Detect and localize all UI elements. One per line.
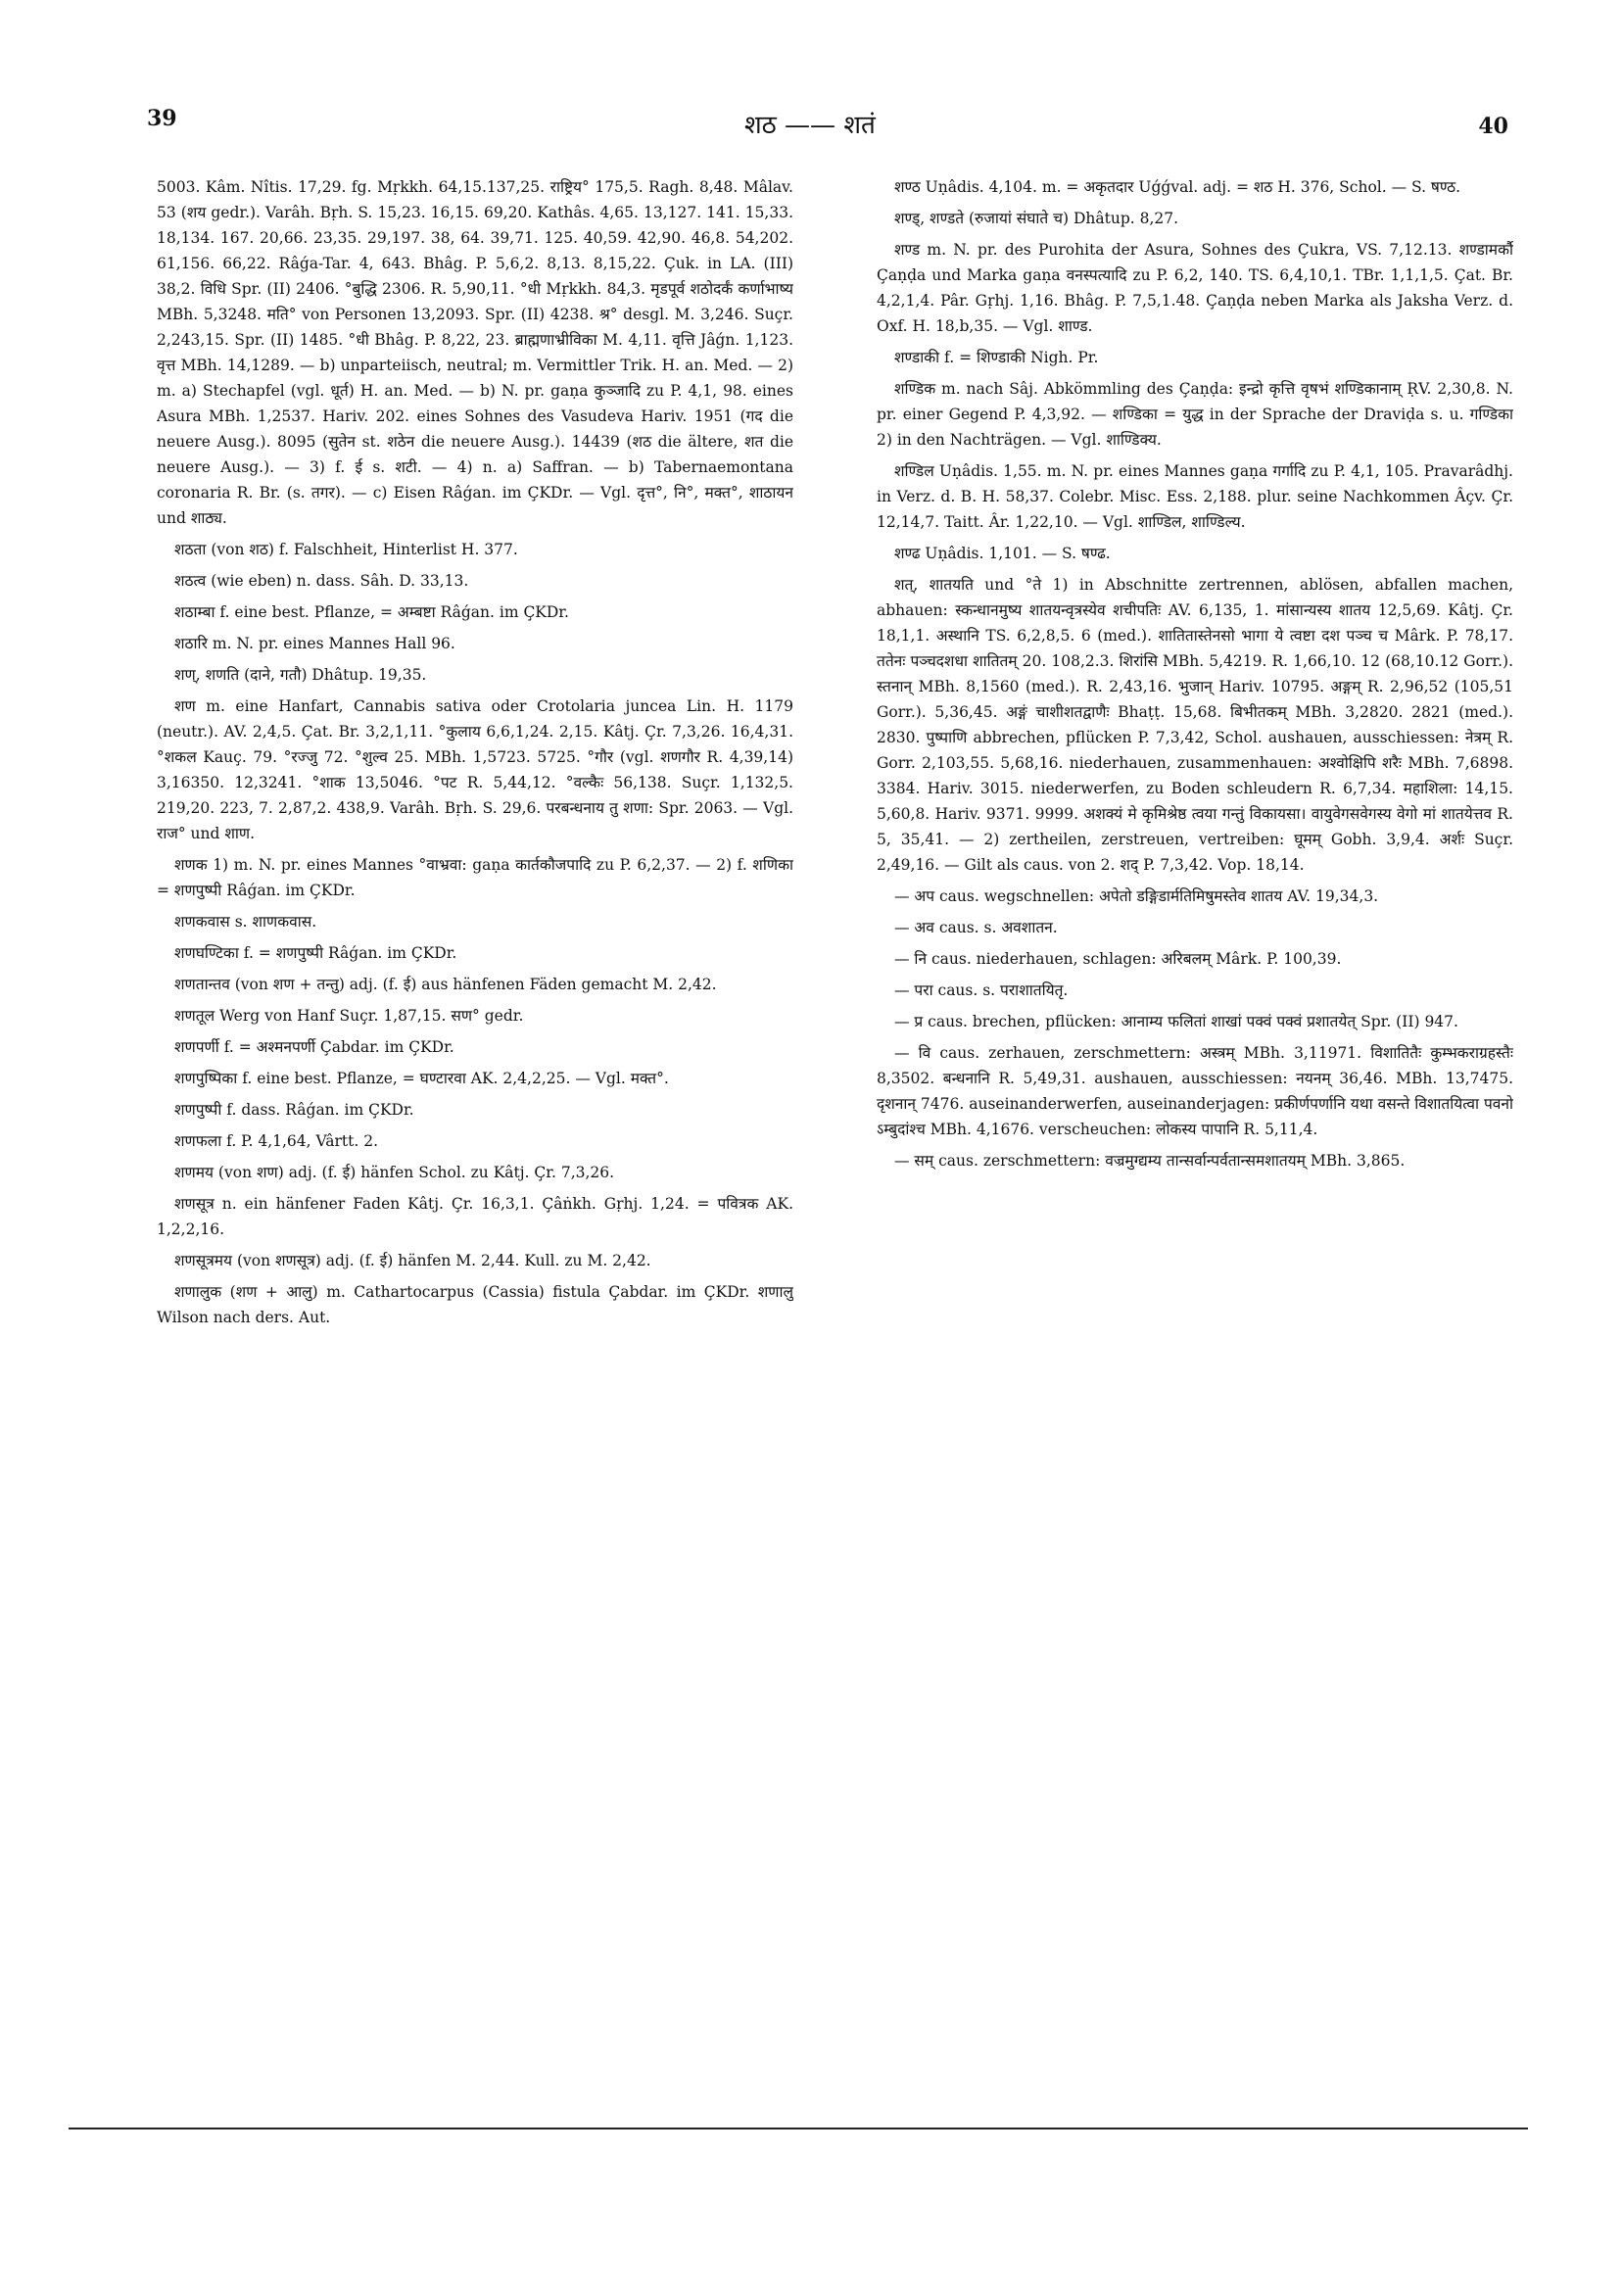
dictionary-entry: शण्ठ Uṇâdis. 4,104. m. = अकृतदार Uǵǵval. adj. = शठ H. 376, Schol. — S. षण्ठ. bbox=[894, 178, 1461, 196]
right-column bbox=[877, 174, 1513, 1967]
dictionary-entry: शणसूत्रमय (von शणसूत्र) adj. (f. ई) hänfen M. 2,44. Kull. zu M. 2,42. bbox=[174, 1252, 651, 1269]
dictionary-entry: शठाम्बा f. eine best. Pflanze, = अम्बष्टा Râǵan. im ÇKDr. bbox=[174, 603, 569, 621]
dictionary-entry: — अव caus. s. अवशातन. bbox=[894, 919, 1058, 936]
dictionary-entry: शणपर्णी f. = अश्मनपर्णी Çabdar. im ÇKDr. bbox=[174, 1038, 454, 1056]
dictionary-entry: शण्डाकी f. = शिण्डाकी Nigh. Pr. bbox=[894, 349, 1099, 366]
dictionary-entry: शणपुष्पी f. dass. Râǵan. im ÇKDr. bbox=[174, 1101, 414, 1119]
dictionary-entry: शणकवास s. शाणकवास. bbox=[174, 913, 317, 931]
dictionary-entry: शणपुष्पिका f. eine best. Pflanze, = घण्टारवा AK. 2,4,2,25. — Vgl. मक्त°. bbox=[174, 1070, 669, 1087]
dictionary-entry: शण m. eine Hanfart, Cannabis sativa oder Crotolaria juncea Lin. H. 1179 (neutr.). AV. 2,4,5. Çat. Br. 3,2,1,11. °कुलाय 6,6,1,24. 2,15. Kâtj. Çr. 7,3,26. 16,4,31. °शकल Kauç. 79. °रज्जु 72. °शुल्व 25. MBh. 1,5723. 5725. °गौर (vgl. शणगौर R. 4,39,14) 3,16350. 12,3241. °शाक 13,5046. °पट R. 5,44,12. °वल्कैः 56,138. Suçr. 1,132,5. 219,20. 223, 7. 2,87,2. 438,9. Varâh. Bṛh. S. 29,6. परबन्धनाय तु शणा: Spr. 2063. — Vgl. राज° und शाण. bbox=[157, 697, 793, 842]
page-number-left: 39 bbox=[147, 106, 177, 131]
left-column bbox=[157, 174, 793, 1967]
dictionary-entry: शठता (von शठ) f. Falschheit, Hinterlist H. 377. bbox=[174, 541, 518, 558]
dictionary-entry: — सम् caus. zerschmettern: वज्रमुग्द्यम्य तान्सर्वान्पर्वतान्समशातयम् MBh. 3,865. bbox=[894, 1152, 1406, 1170]
dictionary-entry: 5003. Kâm. Nîtis. 17,29. fg. Mṛkkh. 64,15.137,25. राष्ट्रिय° 175,5. Ragh. 8,48. Mâlav. 53 (शय gedr.). Varâh. Bṛh. S. 15,23. 16,15. 69,20. Kathâs. 4,65. 13,127. 141. 15,33. 18,134. 167. 20,66. 23,35. 29,197. 38, 64. 39,71. 125. 40,59. 42,90. 46,8. 54,202. 61,156. 66,22. Râǵa-Tar. 4, 643. Bhâg. P. 5,6,2. 8,13. 8,15,22. Çuk. in LA. (III) 38,2. विधि Spr. (II) 2406. °बुद्धि 2306. R. 5,90,11. °धी Mṛkkh. 84,3. मृडपूर्व शठोदर्कं कर्णाभाष्य MBh. 5,3248. मति° von Personen 13,2093. Spr. (II) 4238. श्र° desgl. M. 3,246. Suçr. 2,243,15. Spr. (II) 1485. °धी Bhâg. P. 8,22, 23. ब्राह्मणाभ्रीविका M. 4,11. वृत्ति Jâǵn. 1,123. वृत्त MBh. 14,1289. — b) unparteiisch, neutral; m. Vermittler Trik. H. an. Med. — 2) m. a) Stechapfel (vgl. धूर्त) H. an. Med. — b) N. pr. gaṇa कुञ्जादि zu P. 4,1, 98. eines Asura MBh. 1,2537. Hariv. 202. eines Sohnes des Vasudeva Hariv. 1951 (गद die neuere Ausg.). 8095 (सुतेन st. शठेन die neuere Ausg.). 14439 (शठ die ältere, शत die neuere Ausg.). — 3) f. ई s. शटी. — 4) n. a) Saffran. — b) Tabernaemontana coronaria R. Br. (s. तगर). — c) Eisen Râǵan. im ÇKDr. — Vgl. दृत्त°, नि°, मक्त°, शाठायन und शाठ्य. bbox=[157, 178, 793, 527]
dictionary-entry: शणालुक (शण + आलु) m. Cathartocarpus (Cassia) fistula Çabdar. im ÇKDr. शणालु Wilson nach ders. Aut. bbox=[157, 1283, 793, 1326]
dictionary-entry: शत्, शातयति und °ते 1) in Abschnitte zertrennen, ablösen, abfallen machen, abhauen: स्कन्धानमुष्य शातयन्वृत्रस्येव शचीपतिः AV. 6,135, 1. मांसान्यस्य शातय 12,5,69. Kâtj. Çr. 18,1,1. अस्थानि TS. 6,2,8,5. 6 (med.). शातितास्तेनसो भागा ये त्वष्टा दश पञ्च च Mârk. P. 78,17. ततेनः पञ्चदशधा शातितम् 20. 108,2.3. शिरांसि MBh. 5,4219. R. 1,66,10. 12 (68,10.12 Gorr.). स्तनान् MBh. 8,1560 (med.). R. 2,43,16. भुजान् Hariv. 10795. अङ्गम् R. 2,96,52 (105,51 Gorr.). 5,36,45. अङ्गं चाशीशतद्वाणैः Bhaṭṭ. 15,68. बिभीतकम् MBh. 3,2820. 2821 (med.). 2830. पुष्पाणि abbrechen, pflücken P. 7,3,42, Schol. aushauen, ausschiessen: नेत्रम् R. Gorr. 2,103,55. 5,68,16. niederhauen, zusammenhauen: अश्वोक्षिपि शरैः MBh. 7,6898. 3384. Hariv. 3015. niederwerfen, zu Boden schleudern R. 6,7,34. महाशिला: 14,15. 5,60,8. Hariv. 9371. 9999. अशक्यं मे कृमिश्रेष्ठ त्वया गन्तुं विकायसा। वायुवेगसवेगस्य वेगो मां शातयेत्तव R. 5, 35,41. — 2) zertheilen, zerstreuen, vertreiben: घूमम् Gobh. 3,9,4. अर्शः Suçr. 2,49,16. — Gilt als caus. von 2. शद् P. 7,3,42. Vop. 18,14. bbox=[877, 576, 1513, 874]
page-number-right: 40 bbox=[1478, 114, 1508, 139]
dictionary-entry: शठत्व (wie eben) n. dass. Sâh. D. 33,13. bbox=[174, 572, 469, 590]
dictionary-entry: — अप caus. wegschnellen: अपेतो डङ्गिडार्मतिमिषुमस्तेव शातय AV. 19,34,3. bbox=[894, 887, 1379, 905]
page-header bbox=[147, 106, 1508, 149]
dictionary-entry: शठारि m. N. pr. eines Mannes Hall 96. bbox=[174, 635, 455, 652]
footer-rule bbox=[69, 2128, 1528, 2129]
dictionary-entry: शण्ड्, शण्डते (रुजायां संघाते च) Dhâtup. 8,27. bbox=[894, 210, 1179, 227]
dictionary-entry: शण्ढ Uṇâdis. 1,101. — S. षण्ढ. bbox=[894, 545, 1111, 562]
dictionary-entry: — वि caus. zerhauen, zerschmettern: अस्त्रम् MBh. 3,11971. विशातितैः कुम्भकराग्रहस्तैः 8,3502. बन्धनानि R. 5,49,31. aushauen, ausschiessen: नयनम् 36,46. MBh. 13,7475. दृशनान् 7476. auseinanderwerfen, auseinanderjagen: प्रकीर्णपर्णानि यथा वसन्ते विशातयित्वा पवनो ऽम्बुदांश्च MBh. 4,1676. verscheuchen: लोकस्य पापानि R. 5,11,4. bbox=[877, 1044, 1513, 1138]
dictionary-entry: — परा caus. s. पराशातयितृ. bbox=[894, 981, 1069, 999]
dictionary-entry: शण्ड m. N. pr. des Purohita der Asura, Sohnes des Çukra, VS. 7,12.13. शण्डामर्कौ Çaṇḍa und Marka gaṇa वनस्पत्यादि zu P. 6,2, 140. TS. 6,4,10,1. TBr. 1,1,1,5. Çat. Br. 4,2,1,4. Pâr. Gṛhj. 1,16. Bhâg. P. 7,5,1.48. Çaṇḍa neben Marka als Jaksha Verz. d. Oxf. H. 18,b,35. — Vgl. शाण्ड. bbox=[877, 241, 1513, 335]
dictionary-entry: शण्, शणति (दाने, गतौ) Dhâtup. 19,35. bbox=[174, 666, 427, 684]
dictionary-entry: — प्र caus. brechen, pflücken: आनाम्य फलितां शाखां पक्वं पक्वं प्रशातयेत् Spr. (II) 947. bbox=[894, 1013, 1458, 1030]
dictionary-entry: शणफला f. P. 4,1,64, Vârtt. 2. bbox=[174, 1132, 379, 1150]
dictionary-entry: शणक 1) m. N. pr. eines Mannes °वाभ्रवा: gaṇa कार्तकौजपादि zu P. 6,2,37. — 2) f. शणिका = शणपुष्पी Râǵan. im ÇKDr. bbox=[157, 856, 793, 899]
dictionary-entry: शणतान्तव (von शण + तन्तु) adj. (f. ई) aus hänfenen Fäden gemacht M. 2,42. bbox=[174, 976, 717, 993]
dictionary-entry: शणसूत्र n. ein hänfener Faden Kâtj. Çr. 16,3,1. Çâṅkh. Gṛhj. 1,24. = पवित्रक AK. 1,2,2,16. bbox=[157, 1195, 793, 1238]
dictionary-entry: शण्डिल Uṇâdis. 1,55. m. N. pr. eines Mannes gaṇa गर्गादि zu P. 4,1, 105. Pravarâdhj. in Verz. d. B. H. 58,37. Colebr. Misc. Ess. 2,188. plur. seine Nachkommen Âçv. Çr. 12,14,7. Taitt. Âr. 1,22,10. — Vgl. शाण्डिल, शाण्डिल्य. bbox=[877, 462, 1513, 531]
dictionary-entry: शण्डिक m. nach Sâj. Abkömmling des Çaṇḍa: इन्द्रो कृत्ति वृषभं शण्डिकानाम् ṚV. 2,30,8. N. pr. einer Gegend P. 4,3,92. — शण्डिका = युद्ध in der Sprache der Draviḍa s. u. गण्डिका 2) in den Nachträgen. — Vgl. शाण्डिक्य. bbox=[877, 380, 1513, 449]
dictionary-entry: शणतूल Werg von Hanf Suçr. 1,87,15. सण° gedr. bbox=[174, 1007, 524, 1025]
running-headword-range: शठ —— शतं bbox=[744, 111, 876, 140]
dictionary-entry: शणमय (von शण) adj. (f. ई) hänfen Schol. zu Kâtj. Çr. 7,3,26. bbox=[174, 1164, 615, 1181]
dictionary-entry: शणघण्टिका f. = शणपुष्पी Râǵan. im ÇKDr. bbox=[174, 944, 457, 962]
dictionary-entry: — नि caus. niederhauen, schlagen: अरिबलम् Mârk. P. 100,39. bbox=[894, 950, 1342, 968]
